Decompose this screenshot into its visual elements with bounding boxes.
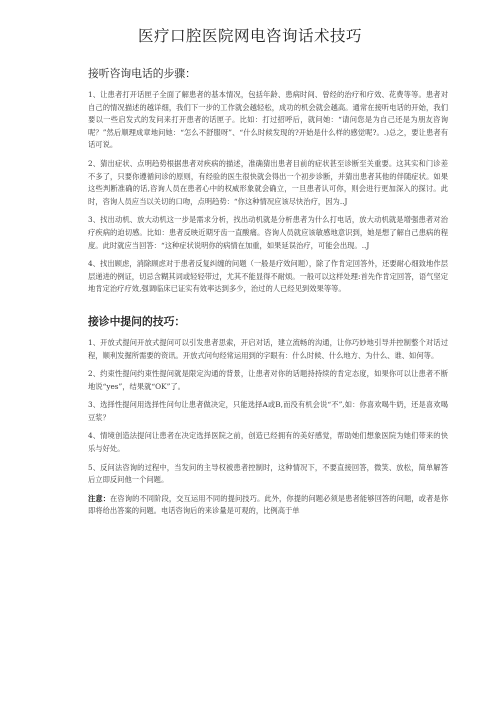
page-title: 医疗口腔医院网电咨询话术技巧 [137,27,362,45]
paragraph-technique-5: 5、反问法咨询的过程中，当发问的主导权被患者控制时，这种情况下，不要直接回答，微笑、放松，简单解答后立即反问他一个问题。 [88,462,448,485]
paragraph-step-1: 1、让患者打开话匣子全面了解患者的基本情况，包括年龄、患病时间、曾经的治疗和疗效、花费等等。患者对自己的情况描述的越详细，我们下一步的工作就会越轻松，成功的机会就会越高。通常在接听电话的开始，我们要以一些启发式的发问来打开患者的话匣子。比如：打过招呼后，就问她：“请问您是为自己还是为朋友咨询呢？”然后顺理成章地问她：“怎么不舒服呀”、“什么时候发现的?开始是什么样的感觉呢?。.)总之，要让患者有话可说。 [88,90,448,150]
section-heading-questioning: 接诊中提问的技巧： [88,314,186,328]
paragraph-technique-3: 3、选择性提问用选择性问句让患者做决定，只能选择A或B,而没有机会说“不”,如：你喜欢喝牛奶，还是喜欢喝豆浆？ [88,400,448,422]
paragraph-step-3: 3、找出动机、放大动机这一步是需求分析，找出动机就是分析患者为什么打电话，放大动机就是增强患者对治疗疾病的迫切感。比如：患者反映近期牙齿一直酸痛。咨询人员就应该敏感地意识到，她是想了解自己患病的程度。此时就应当回答：“这种症状说明你的病情在加重，如果延误治疗，可能会出现。..J [88,215,448,250]
paragraph-note [88,493,448,518]
paragraph-step-2: 2、猜出症状、点明趋势根据患者对疾病的描述，准确猜出患者目前的症状甚至诊断至关重要。这其实和门诊差不多了，只要你遵循问诊的原则，有经验的医生很快就会得出一个初步诊断，并猜出患者其他的伴随症状。如果这些判断准确的话,咨询人员在患者心中的权威形象就会确立，一旦患者认可你，则会进行更加深入的探讨。此时，咨询人员应当以关切的口吻，点明趋势：“你这种情况应该尽快治疗，因为..J [88,158,448,206]
paragraph-technique-1: 1、开放式提问开放式提问可以引发患者思索，开启对话，建立流畅的沟通，让你巧妙地引导并控制整个对话过程，顺利发掘所需要的资讯。开放式问句经常运用到的字眼有：什么时候、什么地方、为什么、谁、如何等。 [88,337,448,360]
section-heading-call-steps: 接听咨询电话的步骤： [88,67,196,80]
note-lead: 注意： [88,493,111,503]
note-text: 在咨询的不同阶段，交互运用不同的提问技巧。此外，你提的问题必须是患者能够回答的问题，或者是你即将给出答案的问题。电话咨询后的来诊量是可观的，比例高于单 [88,493,448,516]
paragraph-technique-2: 2、约束性提问约束性提问就是限定沟通的背景，让患者对你的话题持持续的肯定态度，如果你可以让患者不断地说“yes”，结果就“OK”了。 [88,369,448,391]
paragraph-technique-4: 4、情境创造法提问让患者在决定选择医院之前，创造已经拥有的美好感觉，帮助她们想象医院为她们带来的快乐与好处。 [88,431,448,454]
paragraph-step-4: 4、找出顾虑，消除顾虑对于患者反复纠缠的问题（一般是疗效问题），除了作肯定回答外，还要耐心细致地作层层递进的例证，切忌含糊其词或轻轻带过，尤其不能显得不耐烦。一般可以这样处理:首先作肯定回答，语气坚定地肯定治疗疗效,强调临床已证实有效率达到多少，治过的人已经见到效果等等。 [88,259,449,294]
document-body [88,66,448,518]
